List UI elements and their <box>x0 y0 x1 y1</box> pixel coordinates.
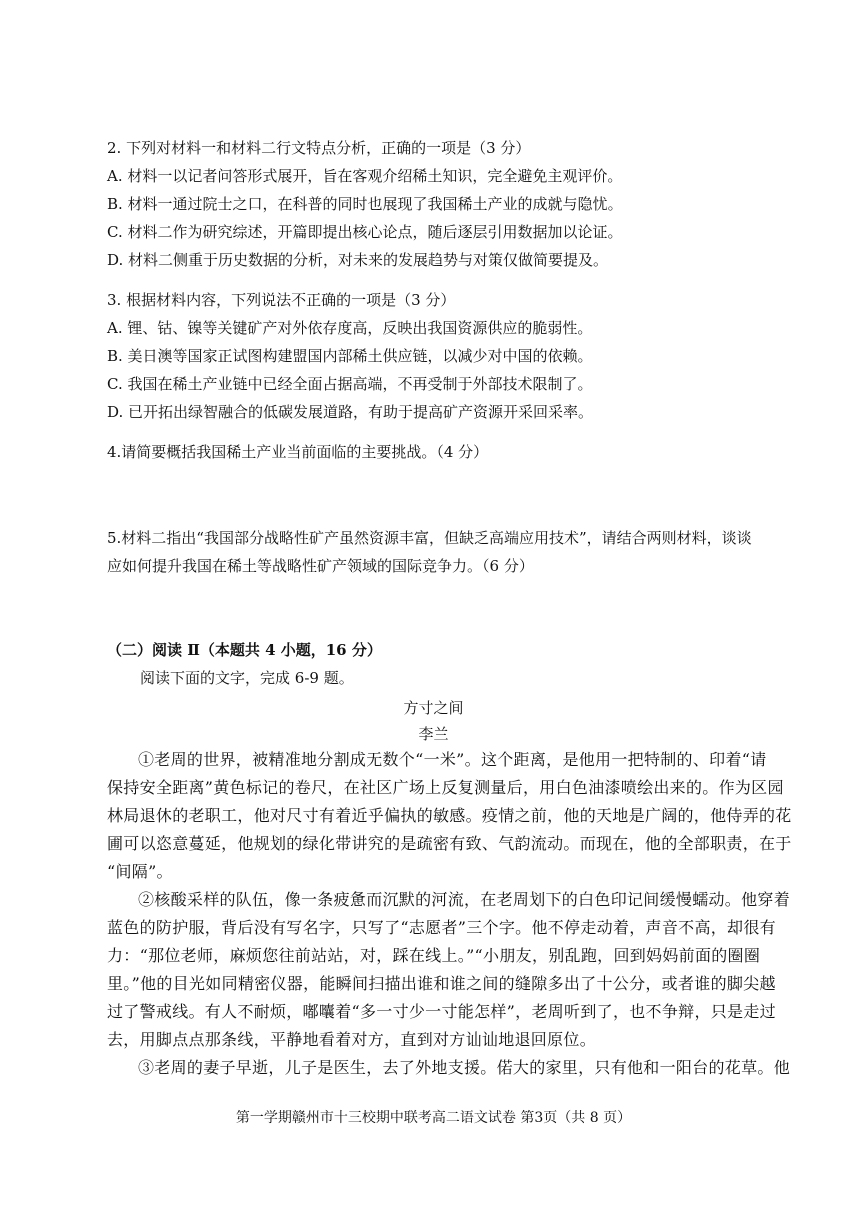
q2-option-b: B. 材料一通过院士之口，在科普的同时也展现了我国稀土产业的成就与隐忧。 <box>107 195 623 213</box>
q2-stem: 2. 下列对材料一和材料二行文特点分析，正确的一项是（3 分） <box>107 139 531 157</box>
article-line-11: 去，用脚点点那条线，平静地看着对方，直到对方讪讪地退回原位。 <box>107 1030 597 1049</box>
q2-option-d: D. 材料二侧重于历史数据的分析，对未来的发展趋势与对策仅做简要提及。 <box>107 251 609 269</box>
q3-stem: 3. 根据材料内容，下列说法不正确的一项是（3 分） <box>107 291 456 309</box>
q3-option-c: C. 我国在稀土产业链中已经全面占据高端，不再受制于外部技术限制了。 <box>107 375 593 393</box>
article-line-2: 保持安全距离”黄色标记的卷尺，在社区广场上反复测量后，用白色油漆喷绘出来的。作为区园 <box>107 778 784 797</box>
q5-line-2: 应如何提升我国在稀土等战略性矿产领域的国际竞争力。（6 分） <box>107 557 534 575</box>
article-line-3: 林局退休的老职工，他对尺寸有着近乎偏执的敏感。疫情之前，他的天地是广阔的，他侍弄的花 <box>107 806 792 825</box>
article-line-5: “间隔”。 <box>107 862 173 881</box>
article-line-10: 过了警戒线。有人不耐烦，嘟囔着“多一寸少一寸能怎样”，老周听到了，也不争辩，只是走过 <box>107 1002 776 1021</box>
article-line-1: ①老周的世界，被精准地分割成无数个“一米”。这个距离，是他用一把特制的、印着“请 <box>138 750 767 769</box>
q4-stem: 4.请简要概括我国稀土产业当前面临的主要挑战。（4 分） <box>107 443 489 461</box>
q3-option-d: D. 已开拓出绿智融合的低碳发展道路，有助于提高矿产资源开采回采率。 <box>107 403 594 421</box>
q5-line-1: 5.材料二指出“我国部分战略性矿产虽然资源丰富，但缺乏高端应用技术”，请结合两则材料，谈谈 <box>107 529 752 547</box>
article-line-6: ②核酸采样的队伍，像一条疲惫而沉默的河流，在老周划下的白色印记间缓慢蠕动。他穿着 <box>138 890 791 909</box>
article-line-9: 里。”他的目光如同精密仪器，能瞬间扫描出谁和谁之间的缝隙多出了十公分，或者谁的脚尖越 <box>107 974 776 993</box>
page-footer: 第一学期赣州市十三校期中联考高二语文试卷 第3页（共 8 页） <box>235 1110 632 1126</box>
article-title: 方寸之间 <box>403 699 464 717</box>
article-line-8: 力：“那位老师，麻烦您往前站站，对，踩在线上。”“小朋友，别乱跑，回到妈妈前面的圈圈 <box>107 946 761 965</box>
article-line-12: ③老周的妻子早逝，儿子是医生，去了外地支援。偌大的家里，只有他和一阳台的花草。他 <box>138 1058 791 1077</box>
section-instruction: 阅读下面的文字，完成 6-9 题。 <box>140 669 354 687</box>
article-line-4: 圃可以恣意蔓延，他规划的绿化带讲究的是疏密有致、气韵流动。而现在，他的全部职责，在于 <box>107 834 792 853</box>
section-heading: （二）阅读 Ⅱ（本题共 4 小题，16 分） <box>107 641 382 659</box>
q2-option-a: A. 材料一以记者问答形式展开，旨在客观介绍稀土知识，完全避免主观评价。 <box>107 167 623 185</box>
q3-option-b: B. 美日澳等国家正试图构建盟国内部稀土供应链，以减少对中国的依赖。 <box>107 347 593 365</box>
article-line-7: 蓝色的防护服，背后没有写名字，只写了“志愿者”三个字。他不停走动着，声音不高，却很有 <box>107 918 776 937</box>
q3-option-a: A. 锂、钴、镍等关键矿产对外依存度高，反映出我国资源供应的脆弱性。 <box>107 319 593 337</box>
q2-option-c: C. 材料二作为研究综述，开篇即提出核心论点，随后逐层引用数据加以论证。 <box>107 223 623 241</box>
article-author: 李兰 <box>418 725 449 743</box>
